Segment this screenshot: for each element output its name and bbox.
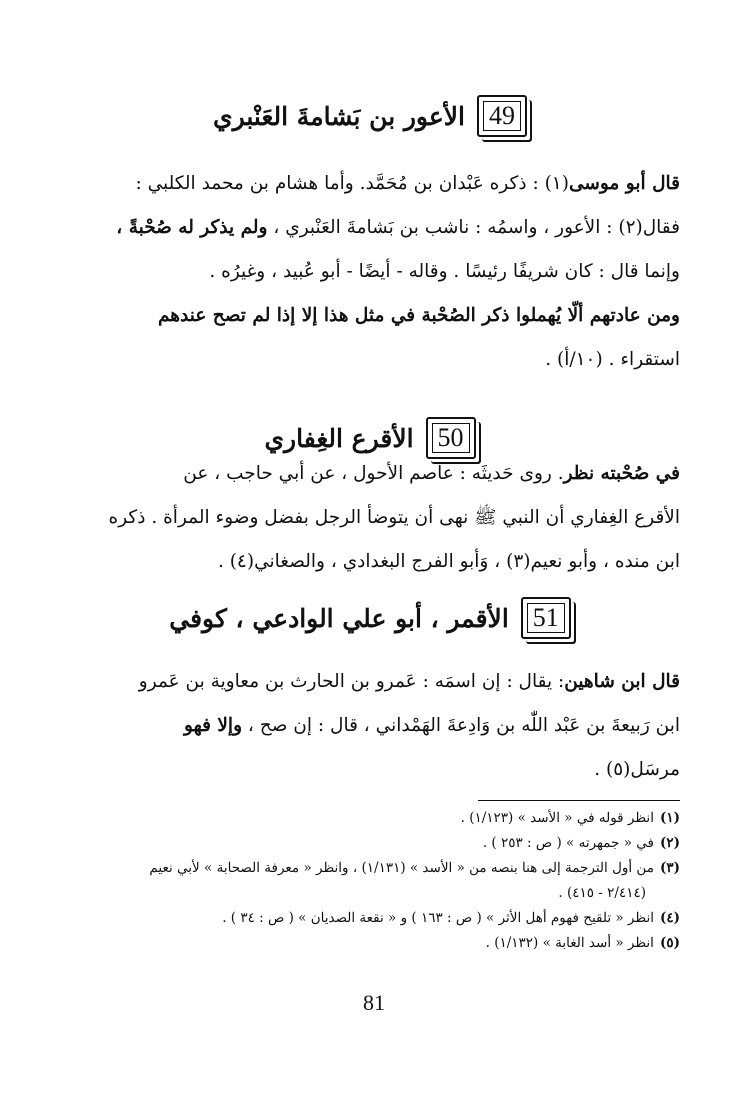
entry-heading bbox=[150, 594, 590, 642]
text-segment: ابن رَبيعةَ بن عَبْد اللّٰه بن وَادِعةَ الهَمْداني ، قال : إن صح ، bbox=[242, 715, 680, 736]
bold-text-segment: قال أبو موسى bbox=[568, 173, 680, 194]
bold-text-segment: ومن عادتهم ألّا يُهملوا ذكر الصُحْبة في مثل هذا إلا إذا لم تصح عندهم bbox=[157, 305, 680, 326]
footnote-text: انظر « تلقيح فهوم أهل الأثر » ( ص : ١٦٣ ) و « نقعة الصديان » ( ص : ٣٤ ) . bbox=[222, 910, 654, 926]
entry-paragraph bbox=[72, 452, 680, 584]
entry-number: 50 bbox=[437, 423, 464, 452]
text-line bbox=[72, 162, 680, 206]
footnote-divider bbox=[478, 800, 680, 801]
text-segment: الأقرع الغِفاري أن النبي ﷺ نهى أن يتوضأ الرجل بفضل وضوء المرأة . ذكره bbox=[108, 507, 680, 528]
footnote bbox=[60, 931, 680, 956]
entry-number: 51 bbox=[532, 603, 559, 632]
bold-text-segment: ولم يذكر له صُحْبةً ، bbox=[116, 217, 268, 238]
entry-number-box bbox=[521, 597, 571, 639]
text-line bbox=[72, 496, 680, 540]
entry-title: الأقمر ، أبو علي الوادعي ، كوفي bbox=[169, 603, 509, 633]
text-line bbox=[72, 294, 680, 338]
footnote-text: من أول الترجمة إلى هنا بنصه من « الأسد » (١/١٣١) ، وانظر « معرفة الصحابة » لأبي نعيم bbox=[149, 860, 654, 876]
entry-title: الأقرع الغِفاري bbox=[264, 423, 414, 453]
entry-heading bbox=[150, 92, 590, 140]
footnote-number: (٢) bbox=[659, 835, 680, 851]
text-line bbox=[72, 452, 680, 496]
text-line bbox=[72, 660, 680, 704]
footnote-text: انظر « أسد الغابة » (١/١٣٢) . bbox=[485, 935, 654, 951]
entry-paragraph bbox=[72, 162, 680, 382]
entry-number-box bbox=[477, 95, 527, 137]
footnote-text: انظر قوله في « الأسد » (١/١٢٣) . bbox=[460, 810, 654, 826]
footnote bbox=[60, 806, 680, 831]
text-segment: ابن منده ، وأبو نعيم(٣) ، وَأبو الفرج البغدادي ، والصغاني(٤) . bbox=[217, 551, 680, 572]
footnote-number: (٥) bbox=[659, 935, 680, 951]
page-number: 81 bbox=[363, 990, 385, 1015]
text-segment: : يقال : إن اسمَه : عَمرو بن الحارث بن معاوية بن عَمرو bbox=[138, 671, 565, 692]
footnote-text: (٢/٤١٤ - ٤١٥) . bbox=[558, 885, 646, 901]
text-segment: استقراء . (١٠/أ) . bbox=[545, 349, 680, 370]
text-line bbox=[72, 704, 680, 748]
entry-paragraph bbox=[72, 660, 680, 792]
footnote-number: (٤) bbox=[659, 910, 680, 926]
text-line bbox=[72, 748, 680, 792]
text-segment: فقال bbox=[642, 217, 680, 238]
text-segment: (٢) : الأعور ، واسمُه : ناشب بن بَشامةَ العَنْبري ، bbox=[267, 217, 643, 238]
footnote bbox=[60, 856, 680, 881]
footnote bbox=[60, 906, 680, 931]
footnote bbox=[60, 881, 680, 906]
text-segment: مرسَل(٥) . bbox=[594, 759, 680, 780]
footnote-number: (٣) bbox=[659, 860, 680, 876]
footnote-number: (١) bbox=[659, 810, 680, 826]
text-line bbox=[72, 250, 680, 294]
text-line bbox=[72, 206, 680, 250]
entry-title: الأعور بن بَشامةَ العَنْبري bbox=[213, 101, 465, 131]
text-segment: وإنما قال : كان شريفًا رئيسًا . وقاله - أيضًا - أبو عُبيد ، وغيرُه . bbox=[209, 261, 680, 282]
text-segment: . روى حَديثَه : عاصم الأحول ، عن أبي حاجب ، عن bbox=[183, 463, 564, 484]
text-segment: (١) : ذكره عَبْدان بن مُحَمَّد. وأما هشام بن محمد الكلبي : bbox=[135, 173, 569, 194]
bold-text-segment: قال ابن شاهين bbox=[564, 671, 680, 692]
entry-number: 49 bbox=[488, 101, 515, 130]
text-line bbox=[72, 338, 680, 382]
bold-text-segment: وإلا فهو bbox=[184, 715, 243, 736]
bold-text-segment: في صُحْبته نظر bbox=[563, 463, 680, 484]
footnotes bbox=[60, 806, 680, 956]
footnote-text: في « جمهرته » ( ص : ٢٥٣ ) . bbox=[482, 835, 654, 851]
footnote bbox=[60, 831, 680, 856]
text-line bbox=[72, 540, 680, 584]
